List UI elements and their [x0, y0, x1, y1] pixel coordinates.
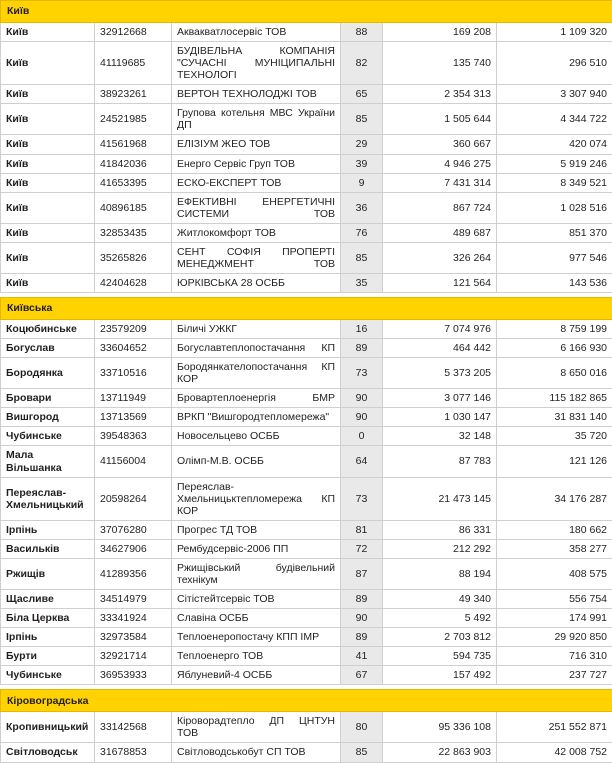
table-row [1, 647, 612, 666]
cell-code: 34514979 [95, 590, 172, 609]
cell-score: 76 [341, 223, 383, 242]
cell-region: Мала Вільшанка [1, 446, 95, 477]
cell-value-1: 135 740 [383, 42, 497, 85]
table-row [1, 135, 612, 154]
cell-region: Київ [1, 173, 95, 192]
cell-value-2: 115 182 865 [497, 389, 612, 408]
cell-region: Васильків [1, 539, 95, 558]
cell-company-name: Ржищівський будівельний технікум [172, 558, 341, 589]
cell-value-2: 420 074 [497, 135, 612, 154]
cell-value-1: 2 703 812 [383, 628, 497, 647]
cell-value-1: 4 946 275 [383, 154, 497, 173]
cell-company-name: Новосельцево ОСББ [172, 427, 341, 446]
cell-value-2: 716 310 [497, 647, 612, 666]
cell-value-1: 5 492 [383, 609, 497, 628]
cell-value-2: 34 176 287 [497, 477, 612, 520]
cell-value-1: 212 292 [383, 539, 497, 558]
table-row [1, 389, 612, 408]
cell-company-name: ВРКП "Вишгородтепломережа" [172, 408, 341, 427]
cell-score: 65 [341, 85, 383, 104]
cell-region: Київ [1, 223, 95, 242]
cell-value-1: 594 735 [383, 647, 497, 666]
cell-value-2: 3 307 940 [497, 85, 612, 104]
table-row [1, 242, 612, 273]
cell-value-2: 174 991 [497, 609, 612, 628]
cell-value-1: 95 336 108 [383, 712, 497, 743]
cell-value-2: 556 754 [497, 590, 612, 609]
cell-company-name: Аквакватлосервіс ТОВ [172, 23, 341, 42]
table-row [1, 223, 612, 242]
cell-score: 80 [341, 712, 383, 743]
cell-region: Світловодськ [1, 743, 95, 762]
table-row [1, 628, 612, 647]
region-group-header-row [1, 1, 612, 23]
region-group-header-row [1, 690, 612, 712]
region-group-header-row [1, 298, 612, 320]
cell-code: 23579209 [95, 320, 172, 339]
cell-value-2: 251 552 871 [497, 712, 612, 743]
cell-region: Вишгород [1, 408, 95, 427]
cell-value-2: 180 662 [497, 520, 612, 539]
cell-region: Кропивницький [1, 712, 95, 743]
cell-value-1: 2 354 313 [383, 85, 497, 104]
cell-score: 73 [341, 477, 383, 520]
cell-company-name: Яблуневий-4 ОСББ [172, 666, 341, 685]
cell-score: 72 [341, 539, 383, 558]
table-row [1, 477, 612, 520]
table-row [1, 339, 612, 358]
cell-code: 32853435 [95, 223, 172, 242]
cell-value-1: 7 431 314 [383, 173, 497, 192]
cell-code: 33604652 [95, 339, 172, 358]
cell-code: 40896185 [95, 192, 172, 223]
cell-region: Бородянка [1, 358, 95, 389]
cell-company-name: ВЕРТОН ТЕХНОЛОДЖІ ТОВ [172, 85, 341, 104]
cell-code: 13711949 [95, 389, 172, 408]
table-row [1, 358, 612, 389]
cell-value-1: 49 340 [383, 590, 497, 609]
cell-value-2: 1 028 516 [497, 192, 612, 223]
cell-code: 38923261 [95, 85, 172, 104]
cell-value-1: 1 030 147 [383, 408, 497, 427]
cell-score: 9 [341, 173, 383, 192]
cell-code: 39548363 [95, 427, 172, 446]
table-row [1, 273, 612, 292]
cell-company-name: БУДІВЕЛЬНА КОМПАНІЯ "СУЧАСНІ МУНІЦИПАЛЬНІ ТЕХНОЛОГІ [172, 42, 341, 85]
cell-region: Щасливе [1, 590, 95, 609]
cell-region: Чубинське [1, 666, 95, 685]
cell-region: Бровари [1, 389, 95, 408]
cell-score: 82 [341, 42, 383, 85]
cell-value-2: 237 727 [497, 666, 612, 685]
cell-code: 33710516 [95, 358, 172, 389]
cell-code: 41561968 [95, 135, 172, 154]
cell-score: 89 [341, 339, 383, 358]
cell-score: 39 [341, 154, 383, 173]
cell-value-1: 22 863 903 [383, 743, 497, 762]
cell-company-name: Групова котельня МВС України ДП [172, 104, 341, 135]
cell-value-1: 3 077 146 [383, 389, 497, 408]
region-group-label: Київ [1, 1, 612, 23]
cell-company-name: Енерго Сервіс Груп ТОВ [172, 154, 341, 173]
cell-region: Ржищів [1, 558, 95, 589]
cell-code: 20598264 [95, 477, 172, 520]
cell-company-name: Теплоенеропостачу КПП ІМР [172, 628, 341, 647]
cell-company-name: Бородянкателопостачання КП КОР [172, 358, 341, 389]
table-row [1, 42, 612, 85]
cell-company-name: Бровартеплоенергія БМР [172, 389, 341, 408]
cell-company-name: Світловодськобут СП ТОВ [172, 743, 341, 762]
cell-company-name: Славіна ОСББ [172, 609, 341, 628]
cell-region: Київ [1, 104, 95, 135]
cell-company-name: ЕЛІЗІУМ ЖЕО ТОВ [172, 135, 341, 154]
cell-region: Чубинське [1, 427, 95, 446]
cell-score: 29 [341, 135, 383, 154]
table-row [1, 558, 612, 589]
cell-value-1: 87 783 [383, 446, 497, 477]
cell-value-2: 29 920 850 [497, 628, 612, 647]
table-row [1, 590, 612, 609]
cell-region: Бурти [1, 647, 95, 666]
cell-value-2: 1 109 320 [497, 23, 612, 42]
cell-value-1: 1 505 644 [383, 104, 497, 135]
table-row [1, 408, 612, 427]
cell-value-2: 8 349 521 [497, 173, 612, 192]
cell-score: 87 [341, 558, 383, 589]
table-row [1, 320, 612, 339]
cell-company-name: Біличі УЖКГ [172, 320, 341, 339]
cell-value-2: 6 166 930 [497, 339, 612, 358]
cell-value-1: 32 148 [383, 427, 497, 446]
cell-code: 33341924 [95, 609, 172, 628]
cell-score: 0 [341, 427, 383, 446]
cell-value-1: 157 492 [383, 666, 497, 685]
cell-value-1: 464 442 [383, 339, 497, 358]
cell-company-name: СЕНТ СОФІЯ ПРОПЕРТІ МЕНЕДЖМЕНТ ТОВ [172, 242, 341, 273]
cell-score: 85 [341, 743, 383, 762]
cell-region: Ірпінь [1, 628, 95, 647]
cell-company-name: ЕФЕКТИВНІ ЕНЕРГЕТИЧНІ СИСТЕМИ ТОВ [172, 192, 341, 223]
cell-value-1: 86 331 [383, 520, 497, 539]
cell-company-name: Кіроворадтепло ДП ЦНТУН ТОВ [172, 712, 341, 743]
cell-region: Богуслав [1, 339, 95, 358]
cell-value-2: 4 344 722 [497, 104, 612, 135]
cell-code: 32912668 [95, 23, 172, 42]
cell-value-1: 21 473 145 [383, 477, 497, 520]
cell-score: 88 [341, 23, 383, 42]
cell-value-1: 121 564 [383, 273, 497, 292]
cell-value-2: 121 126 [497, 446, 612, 477]
cell-code: 24521985 [95, 104, 172, 135]
region-group-label: Кіровоградська [1, 690, 612, 712]
cell-value-2: 8 650 016 [497, 358, 612, 389]
cell-score: 64 [341, 446, 383, 477]
cell-value-1: 489 687 [383, 223, 497, 242]
cell-code: 42404628 [95, 273, 172, 292]
cell-value-2: 35 720 [497, 427, 612, 446]
table-row [1, 173, 612, 192]
cell-value-1: 169 208 [383, 23, 497, 42]
cell-company-name: Олімп-М.В. ОСББ [172, 446, 341, 477]
table-row [1, 154, 612, 173]
cell-company-name: Сітістейтсервіс ТОВ [172, 590, 341, 609]
table-row [1, 520, 612, 539]
cell-score: 90 [341, 609, 383, 628]
cell-code: 32921714 [95, 647, 172, 666]
cell-score: 81 [341, 520, 383, 539]
cell-value-1: 326 264 [383, 242, 497, 273]
table-row [1, 446, 612, 477]
cell-score: 85 [341, 104, 383, 135]
cell-company-name: Рембудсервіс-2006 ПП [172, 539, 341, 558]
cell-score: 67 [341, 666, 383, 685]
cell-company-name: Прогрес ТД ТОВ [172, 520, 341, 539]
cell-code: 13713569 [95, 408, 172, 427]
cell-company-name: Богуславтеплопостачання КП [172, 339, 341, 358]
table-row [1, 85, 612, 104]
table-row [1, 666, 612, 685]
cell-value-1: 7 074 976 [383, 320, 497, 339]
cell-code: 31678853 [95, 743, 172, 762]
cell-value-2: 851 370 [497, 223, 612, 242]
cell-value-1: 88 194 [383, 558, 497, 589]
cell-region: Київ [1, 42, 95, 85]
cell-company-name: Житлокомфорт ТОВ [172, 223, 341, 242]
cell-region: Київ [1, 273, 95, 292]
cell-region: Київ [1, 242, 95, 273]
cell-value-1: 360 667 [383, 135, 497, 154]
cell-region: Київ [1, 23, 95, 42]
cell-region: Ірпінь [1, 520, 95, 539]
cell-score: 35 [341, 273, 383, 292]
cell-region: Київ [1, 135, 95, 154]
cell-code: 37076280 [95, 520, 172, 539]
cell-region: Київ [1, 85, 95, 104]
cell-code: 41289356 [95, 558, 172, 589]
cell-value-2: 296 510 [497, 42, 612, 85]
cell-value-2: 977 546 [497, 242, 612, 273]
cell-code: 41156004 [95, 446, 172, 477]
cell-company-name: ЕСКО-ЕКСПЕРТ ТОВ [172, 173, 341, 192]
cell-region: Переяслав-Хмельницький [1, 477, 95, 520]
table-row [1, 712, 612, 743]
cell-score: 90 [341, 389, 383, 408]
cell-score: 85 [341, 242, 383, 273]
cell-code: 32973584 [95, 628, 172, 647]
cell-code: 36953933 [95, 666, 172, 685]
table-row [1, 427, 612, 446]
cell-value-2: 42 008 752 [497, 743, 612, 762]
cell-value-2: 8 759 199 [497, 320, 612, 339]
cell-value-2: 408 575 [497, 558, 612, 589]
cell-company-name: Переяслав-Хмельницьктепломережа КП КОР [172, 477, 341, 520]
cell-value-2: 31 831 140 [497, 408, 612, 427]
region-group-label: Київська [1, 298, 612, 320]
cell-code: 41842036 [95, 154, 172, 173]
table-row [1, 23, 612, 42]
cell-score: 16 [341, 320, 383, 339]
cell-company-name: Теплоенерго ТОВ [172, 647, 341, 666]
cell-score: 89 [341, 590, 383, 609]
cell-code: 34627906 [95, 539, 172, 558]
cell-score: 89 [341, 628, 383, 647]
table-row [1, 539, 612, 558]
cell-score: 36 [341, 192, 383, 223]
cell-code: 41119685 [95, 42, 172, 85]
table-row [1, 192, 612, 223]
cell-score: 41 [341, 647, 383, 666]
cell-region: Коцюбинське [1, 320, 95, 339]
cell-value-2: 5 919 246 [497, 154, 612, 173]
table-row [1, 609, 612, 628]
cell-company-name: ЮРКІВСЬКА 28 ОСББ [172, 273, 341, 292]
cell-region: Київ [1, 192, 95, 223]
cell-value-2: 143 536 [497, 273, 612, 292]
cell-value-1: 867 724 [383, 192, 497, 223]
cell-value-1: 5 373 205 [383, 358, 497, 389]
cell-region: Київ [1, 154, 95, 173]
cell-score: 73 [341, 358, 383, 389]
cell-region: Біла Церква [1, 609, 95, 628]
cell-code: 41653395 [95, 173, 172, 192]
cell-value-2: 358 277 [497, 539, 612, 558]
cell-score: 90 [341, 408, 383, 427]
cell-code: 33142568 [95, 712, 172, 743]
table-body [1, 1, 612, 763]
cell-code: 35265826 [95, 242, 172, 273]
table-row [1, 743, 612, 762]
table-row [1, 104, 612, 135]
